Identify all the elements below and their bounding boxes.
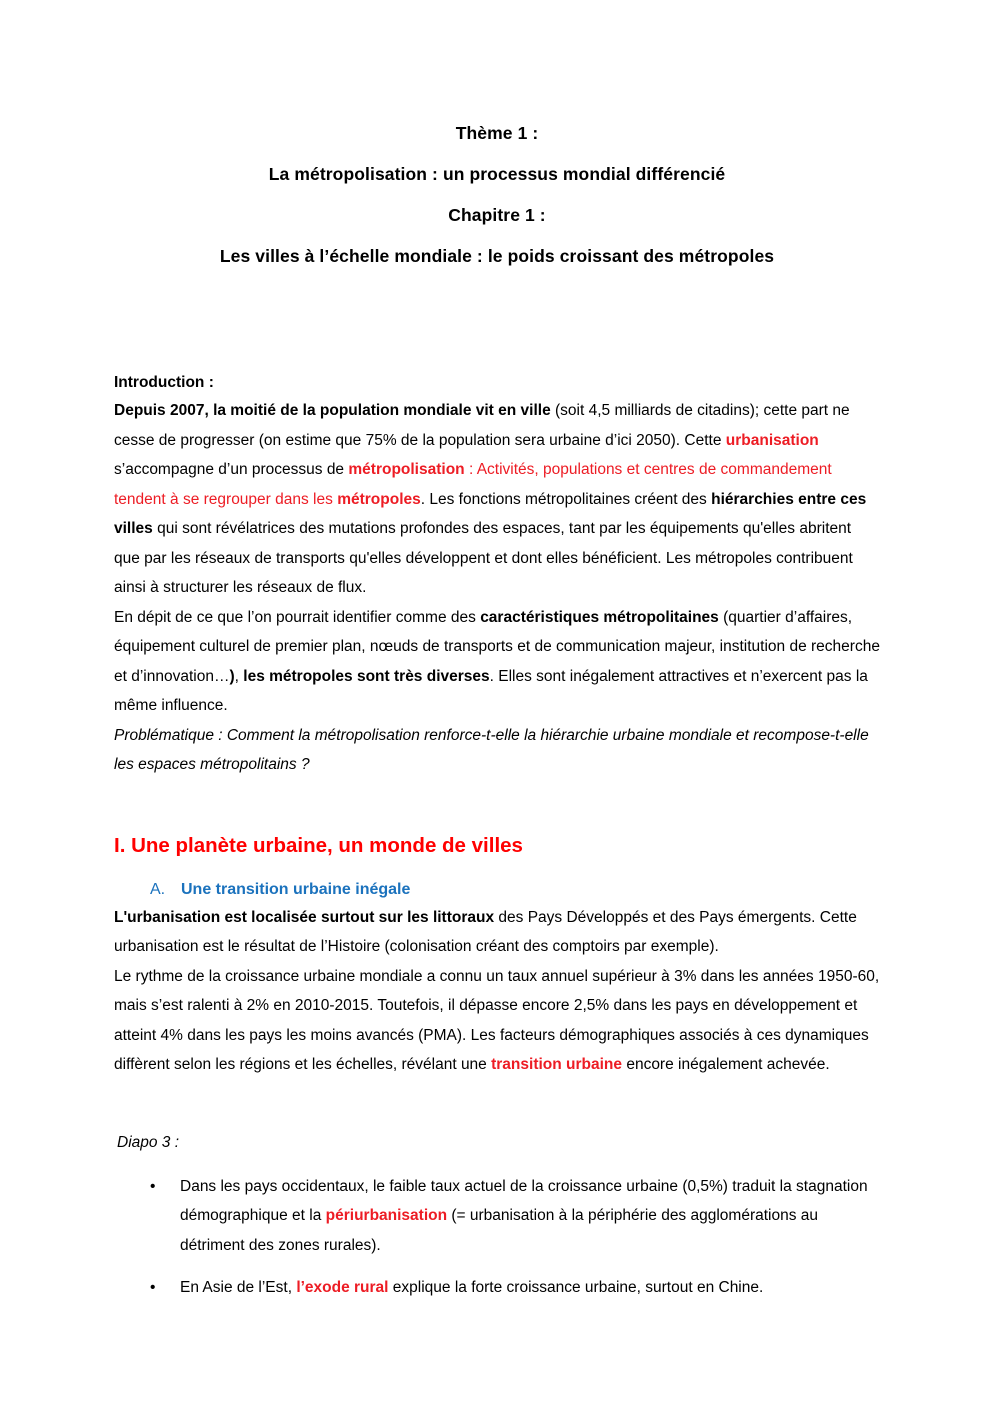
p3-seg2: des Pays Développés et des Pays émergents. Cette urbanisation est le résultat de l’Histoire (colonisation créant des comptoirs par exemple).: [114, 908, 857, 955]
p1-seg2: (soit 4,5 milliards de citadins); cette part ne cesse de progresser (on estime que 75% de la population sera urbaine d’ici 2050). Cette: [114, 402, 850, 449]
section-heading-1: I. Une planète urbaine, un monde de villes: [114, 833, 523, 857]
bullet-1-seg3: (= urbanisation à la périphérie des agglomérations au détriment des zones rurales).: [180, 1207, 819, 1254]
subsection-heading-a: [150, 877, 880, 903]
p1-seg9-bold: hiérarchies entre ces villes: [114, 490, 867, 537]
document-content: [114, 0, 880, 1303]
p1-seg10: qui sont révélatrices des mutations profondes des espaces, tant par les équipements qu'elles abritent que par les réseaux de transports qu'elles développent et dont elles bénéficient. Les métropoles contribuent ainsi à structurer les réseaux de flux.: [114, 520, 853, 596]
p1-seg4: s’accompagne d’un processus de: [114, 461, 349, 478]
p2-seg6-bold: les métropoles sont très diverses: [243, 667, 490, 685]
paragraph-intro-2: [114, 603, 880, 721]
bullet-1-periurbanisation: périurbanisation: [325, 1207, 448, 1224]
bullet-2-seg3: explique la forte croissance urbaine, surtout en Chine.: [388, 1279, 764, 1296]
p2-seg3: (quartier d’affaires, équipement culturel de premier plan, nœuds de transports et de communication majeur, institution de recherche et d’innovation…: [114, 608, 880, 685]
p4-seg3: encore inégalement achevée.: [622, 1056, 830, 1073]
title-line-chapter: Chapitre 1 :: [448, 205, 546, 225]
paragraph-problematique: Problématique : Comment la métropolisation renforce-t-elle la hiérarchie urbaine mondiale et recompose-t-elle les espaces métropolitains ?: [114, 726, 869, 773]
p2-seg4-bold-paren: ): [229, 667, 235, 685]
bullet-1-seg1: Dans les pays occidentaux, le faible taux actuel de la croissance urbaine (0,5%) traduit la stagnation démographique et la: [180, 1177, 868, 1224]
p2-seg1: En dépit de ce que l’on pourrait identifier comme des: [114, 608, 481, 626]
paragraph-intro-1: [114, 396, 880, 603]
paragraph-rythme-croissance: [114, 962, 880, 1080]
p1-seg6-red: : Activités, populations et centres de commandement tendent à se regrouper dans les: [114, 461, 832, 508]
p4-seg1: Le rythme de la croissance urbaine mondiale a connu un taux annuel supérieur à 3% dans les années 1950-60, mais s’est ralenti à 2% en 2010-2015. Toutefois, il dépasse encore 2,5% dans les pays en développement et atteint 4% dans les pays les moins avancés (PMA). Les facteurs démographiques associés à ces dynamiques diffèrent selon les régions et les échelles, révélant une: [114, 967, 880, 1073]
p1-seg8: . Les fonctions métropolitaines créent des: [420, 490, 712, 508]
p2-seg2-bold: caractéristiques métropolitaines: [480, 608, 719, 626]
paragraph-urbanisation-littoraux: [114, 903, 880, 962]
p2-seg7: . Elles sont inégalement attractives et n’exercent pas la même influence.: [114, 667, 868, 714]
p1-seg7-metropoles: métropoles: [337, 490, 421, 508]
document-title-block: [114, 0, 880, 277]
p1-seg1-bold: Depuis 2007, la moitié de la population mondiale vit en ville: [114, 402, 551, 419]
p3-seg1-bold: L'urbanisation est localisée surtout sur les littoraux: [114, 908, 495, 926]
diapo-bullet-list: [114, 1172, 880, 1303]
bullet-dot-icon: •: [150, 1279, 156, 1296]
p4-seg2-transition-urbaine: transition urbaine: [491, 1056, 623, 1073]
introduction-heading: Introduction :: [114, 374, 214, 391]
title-line-chapter-label: Les villes à l’échelle mondiale : le poids croissant des métropoles: [219, 246, 775, 266]
bullet-dot-icon: •: [150, 1177, 156, 1195]
bullet-2-seg1: En Asie de l’Est,: [180, 1279, 297, 1296]
p2-seg5: ,: [234, 667, 244, 685]
diapo-label: Diapo 3 :: [117, 1133, 180, 1151]
p1-seg3-urbanisation: urbanisation: [725, 431, 819, 449]
p1-seg5-metropolisation: métropolisation: [348, 461, 465, 478]
list-item: [114, 1273, 880, 1303]
subsection-label-a: Une transition urbaine inégale: [181, 880, 411, 898]
list-item: [114, 1172, 880, 1261]
title-line-theme: Thème 1 :: [455, 123, 539, 143]
title-line-theme-label: La métropolisation : un processus mondial différencié: [268, 164, 726, 184]
bullet-2-exode-rural: l’exode rural: [296, 1279, 389, 1296]
subsection-marker-a: A.: [150, 880, 166, 898]
